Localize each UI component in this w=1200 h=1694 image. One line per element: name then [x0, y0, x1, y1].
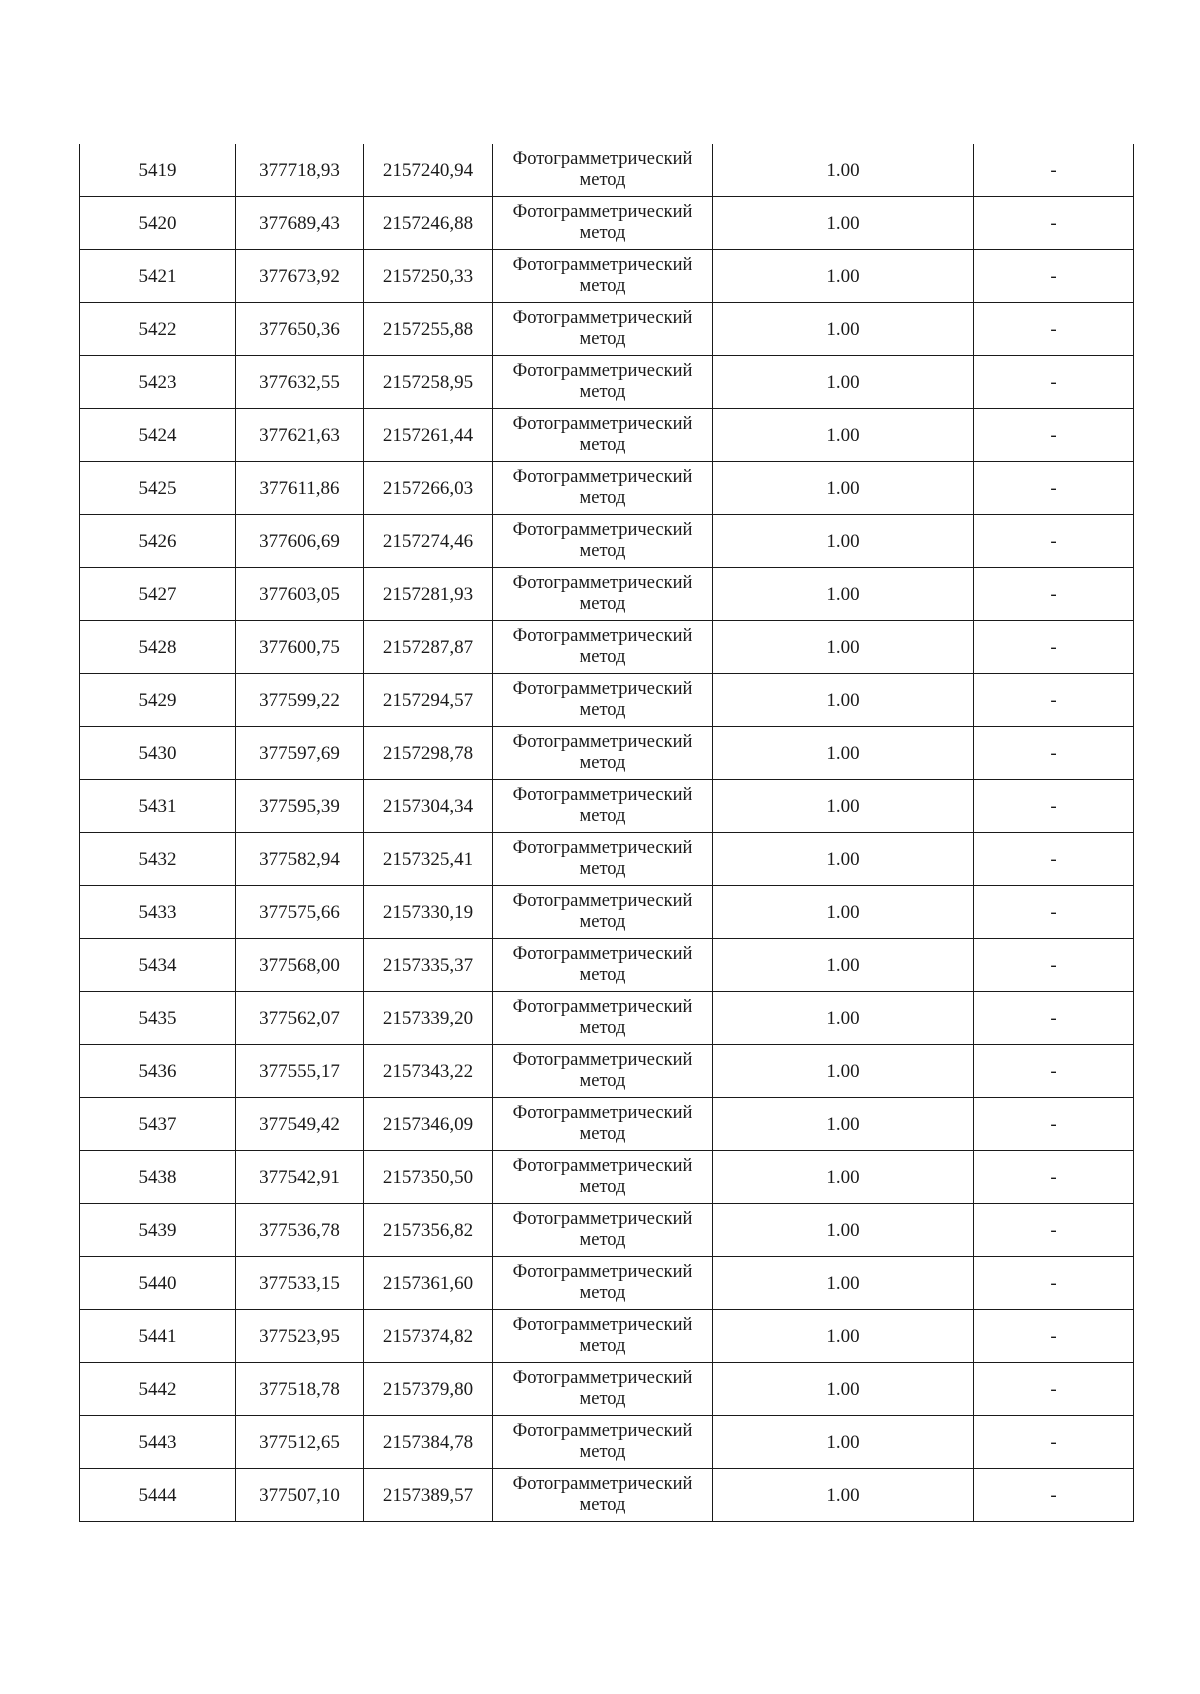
- coordinate-y-cell: 2157339,20: [364, 992, 493, 1045]
- method-line-2: метод: [579, 1071, 626, 1091]
- coordinate-y-cell: 2157258,95: [364, 356, 493, 409]
- method-cell: [493, 621, 713, 674]
- table-row: [80, 992, 1134, 1045]
- method-line-1: Фотограмметрический: [512, 1103, 693, 1123]
- method-line-2: метод: [579, 912, 626, 932]
- method-cell: [493, 833, 713, 886]
- accuracy-cell: 1.00: [713, 250, 974, 303]
- method-cell: [493, 1098, 713, 1151]
- note-cell: -: [974, 621, 1134, 674]
- point-number-cell: 5438: [80, 1151, 236, 1204]
- coordinate-x-cell: 377689,43: [236, 197, 364, 250]
- coordinate-y-cell: 2157261,44: [364, 409, 493, 462]
- method-line-1: Фотограмметрический: [512, 1368, 693, 1388]
- accuracy-cell: 1.00: [713, 621, 974, 674]
- point-number-cell: 5431: [80, 780, 236, 833]
- point-number-cell: 5433: [80, 886, 236, 939]
- method-line-1: Фотограмметрический: [512, 149, 693, 169]
- method-line-2: метод: [579, 1230, 626, 1250]
- coordinate-y-cell: 2157325,41: [364, 833, 493, 886]
- point-number-cell: 5420: [80, 197, 236, 250]
- table-row: [80, 674, 1134, 727]
- table-row: [80, 1098, 1134, 1151]
- table-row: [80, 621, 1134, 674]
- point-number-cell: 5432: [80, 833, 236, 886]
- table-row: [80, 1469, 1134, 1522]
- accuracy-cell: 1.00: [713, 1310, 974, 1363]
- coordinate-x-cell: 377549,42: [236, 1098, 364, 1151]
- method-cell: [493, 1310, 713, 1363]
- accuracy-cell: 1.00: [713, 1045, 974, 1098]
- note-cell: -: [974, 992, 1134, 1045]
- accuracy-cell: 1.00: [713, 568, 974, 621]
- coordinate-x-cell: 377603,05: [236, 568, 364, 621]
- table-row: [80, 833, 1134, 886]
- accuracy-cell: 1.00: [713, 1098, 974, 1151]
- table-row: [80, 515, 1134, 568]
- point-number-cell: 5439: [80, 1204, 236, 1257]
- table-row: [80, 197, 1134, 250]
- method-line-2: метод: [579, 329, 626, 349]
- method-line-1: Фотограмметрический: [512, 626, 693, 646]
- method-line-2: метод: [579, 1389, 626, 1409]
- coordinate-x-cell: 377562,07: [236, 992, 364, 1045]
- coordinate-y-cell: 2157350,50: [364, 1151, 493, 1204]
- method-line-1: Фотограмметрический: [512, 679, 693, 699]
- coordinate-y-cell: 2157250,33: [364, 250, 493, 303]
- method-cell: [493, 939, 713, 992]
- coordinate-y-cell: 2157281,93: [364, 568, 493, 621]
- coordinate-x-cell: 377595,39: [236, 780, 364, 833]
- method-cell: [493, 409, 713, 462]
- point-number-cell: 5430: [80, 727, 236, 780]
- method-cell: [493, 515, 713, 568]
- table-row: [80, 250, 1134, 303]
- note-cell: -: [974, 303, 1134, 356]
- note-cell: -: [974, 1469, 1134, 1522]
- method-line-1: Фотограмметрический: [512, 467, 693, 487]
- accuracy-cell: 1.00: [713, 727, 974, 780]
- point-number-cell: 5435: [80, 992, 236, 1045]
- coordinate-x-cell: 377518,78: [236, 1363, 364, 1416]
- table-row: [80, 939, 1134, 992]
- note-cell: -: [974, 144, 1134, 197]
- coordinate-x-cell: 377568,00: [236, 939, 364, 992]
- coordinate-y-cell: 2157361,60: [364, 1257, 493, 1310]
- coordinates-table: [79, 144, 1134, 1522]
- method-line-2: метод: [579, 753, 626, 773]
- coordinate-y-cell: 2157384,78: [364, 1416, 493, 1469]
- coordinate-y-cell: 2157389,57: [364, 1469, 493, 1522]
- note-cell: -: [974, 886, 1134, 939]
- method-line-1: Фотограмметрический: [512, 308, 693, 328]
- coordinate-x-cell: 377632,55: [236, 356, 364, 409]
- note-cell: -: [974, 1416, 1134, 1469]
- table-row: [80, 462, 1134, 515]
- method-line-1: Фотограмметрический: [512, 1315, 693, 1335]
- note-cell: -: [974, 1310, 1134, 1363]
- note-cell: -: [974, 356, 1134, 409]
- point-number-cell: 5443: [80, 1416, 236, 1469]
- accuracy-cell: 1.00: [713, 780, 974, 833]
- accuracy-cell: 1.00: [713, 833, 974, 886]
- coordinate-y-cell: 2157274,46: [364, 515, 493, 568]
- method-cell: [493, 250, 713, 303]
- method-line-2: метод: [579, 541, 626, 561]
- coordinate-x-cell: 377533,15: [236, 1257, 364, 1310]
- accuracy-cell: 1.00: [713, 1151, 974, 1204]
- accuracy-cell: 1.00: [713, 144, 974, 197]
- accuracy-cell: 1.00: [713, 1469, 974, 1522]
- point-number-cell: 5426: [80, 515, 236, 568]
- method-cell: [493, 462, 713, 515]
- coordinate-x-cell: 377650,36: [236, 303, 364, 356]
- method-line-2: метод: [579, 1283, 626, 1303]
- method-line-2: метод: [579, 276, 626, 296]
- point-number-cell: 5424: [80, 409, 236, 462]
- accuracy-cell: 1.00: [713, 1257, 974, 1310]
- point-number-cell: 5437: [80, 1098, 236, 1151]
- table-row: [80, 144, 1134, 197]
- method-line-1: Фотограмметрический: [512, 1474, 693, 1494]
- coordinate-y-cell: 2157346,09: [364, 1098, 493, 1151]
- coordinate-y-cell: 2157294,57: [364, 674, 493, 727]
- method-line-2: метод: [579, 647, 626, 667]
- method-cell: [493, 1469, 713, 1522]
- method-line-2: метод: [579, 382, 626, 402]
- method-cell: [493, 674, 713, 727]
- point-number-cell: 5419: [80, 144, 236, 197]
- point-number-cell: 5429: [80, 674, 236, 727]
- method-cell: [493, 886, 713, 939]
- note-cell: -: [974, 1098, 1134, 1151]
- coordinates-table-body: [80, 144, 1134, 1522]
- coordinate-y-cell: 2157343,22: [364, 1045, 493, 1098]
- accuracy-cell: 1.00: [713, 992, 974, 1045]
- note-cell: -: [974, 197, 1134, 250]
- note-cell: -: [974, 1257, 1134, 1310]
- point-number-cell: 5434: [80, 939, 236, 992]
- note-cell: -: [974, 1204, 1134, 1257]
- point-number-cell: 5442: [80, 1363, 236, 1416]
- point-number-cell: 5421: [80, 250, 236, 303]
- method-line-1: Фотограмметрический: [512, 944, 693, 964]
- point-number-cell: 5436: [80, 1045, 236, 1098]
- method-line-1: Фотограмметрический: [512, 891, 693, 911]
- point-number-cell: 5427: [80, 568, 236, 621]
- point-number-cell: 5441: [80, 1310, 236, 1363]
- point-number-cell: 5428: [80, 621, 236, 674]
- table-row: [80, 1363, 1134, 1416]
- method-line-2: метод: [579, 170, 626, 190]
- method-cell: [493, 727, 713, 780]
- coordinate-x-cell: 377507,10: [236, 1469, 364, 1522]
- accuracy-cell: 1.00: [713, 197, 974, 250]
- method-cell: [493, 1363, 713, 1416]
- coordinate-x-cell: 377599,22: [236, 674, 364, 727]
- accuracy-cell: 1.00: [713, 303, 974, 356]
- method-line-1: Фотограмметрический: [512, 255, 693, 275]
- point-number-cell: 5425: [80, 462, 236, 515]
- method-line-2: метод: [579, 488, 626, 508]
- method-line-2: метод: [579, 859, 626, 879]
- table-row: [80, 303, 1134, 356]
- table-row: [80, 886, 1134, 939]
- method-line-1: Фотограмметрический: [512, 573, 693, 593]
- method-cell: [493, 303, 713, 356]
- method-cell: [493, 197, 713, 250]
- accuracy-cell: 1.00: [713, 1204, 974, 1257]
- coordinate-y-cell: 2157379,80: [364, 1363, 493, 1416]
- method-cell: [493, 992, 713, 1045]
- method-line-1: Фотограмметрический: [512, 1262, 693, 1282]
- method-cell: [493, 1151, 713, 1204]
- point-number-cell: 5444: [80, 1469, 236, 1522]
- coordinate-x-cell: 377600,75: [236, 621, 364, 674]
- coordinate-x-cell: 377597,69: [236, 727, 364, 780]
- table-row: [80, 1257, 1134, 1310]
- method-line-1: Фотограмметрический: [512, 838, 693, 858]
- method-line-2: метод: [579, 1336, 626, 1356]
- note-cell: -: [974, 250, 1134, 303]
- method-line-1: Фотограмметрический: [512, 1209, 693, 1229]
- accuracy-cell: 1.00: [713, 356, 974, 409]
- note-cell: -: [974, 674, 1134, 727]
- accuracy-cell: 1.00: [713, 409, 974, 462]
- coordinate-x-cell: 377512,65: [236, 1416, 364, 1469]
- method-line-2: метод: [579, 1442, 626, 1462]
- method-line-2: метод: [579, 223, 626, 243]
- coordinate-y-cell: 2157266,03: [364, 462, 493, 515]
- note-cell: -: [974, 780, 1134, 833]
- method-cell: [493, 356, 713, 409]
- table-row: [80, 1416, 1134, 1469]
- coordinate-x-cell: 377718,93: [236, 144, 364, 197]
- coordinate-x-cell: 377536,78: [236, 1204, 364, 1257]
- method-line-1: Фотограмметрический: [512, 202, 693, 222]
- method-cell: [493, 568, 713, 621]
- accuracy-cell: 1.00: [713, 939, 974, 992]
- note-cell: -: [974, 1045, 1134, 1098]
- coordinate-y-cell: 2157287,87: [364, 621, 493, 674]
- method-line-2: метод: [579, 1124, 626, 1144]
- accuracy-cell: 1.00: [713, 462, 974, 515]
- coordinate-x-cell: 377542,91: [236, 1151, 364, 1204]
- method-line-1: Фотограмметрический: [512, 732, 693, 752]
- method-line-1: Фотограмметрический: [512, 361, 693, 381]
- table-row: [80, 1045, 1134, 1098]
- note-cell: -: [974, 568, 1134, 621]
- note-cell: -: [974, 833, 1134, 886]
- coordinate-x-cell: 377611,86: [236, 462, 364, 515]
- coordinate-y-cell: 2157304,34: [364, 780, 493, 833]
- table-row: [80, 780, 1134, 833]
- method-cell: [493, 780, 713, 833]
- coordinate-x-cell: 377523,95: [236, 1310, 364, 1363]
- method-line-2: метод: [579, 700, 626, 720]
- coordinate-y-cell: 2157330,19: [364, 886, 493, 939]
- note-cell: -: [974, 727, 1134, 780]
- note-cell: -: [974, 1363, 1134, 1416]
- accuracy-cell: 1.00: [713, 515, 974, 568]
- coordinate-x-cell: 377621,63: [236, 409, 364, 462]
- point-number-cell: 5423: [80, 356, 236, 409]
- coordinate-y-cell: 2157335,37: [364, 939, 493, 992]
- coordinate-y-cell: 2157298,78: [364, 727, 493, 780]
- method-line-1: Фотограмметрический: [512, 1050, 693, 1070]
- table-row: [80, 1310, 1134, 1363]
- accuracy-cell: 1.00: [713, 1416, 974, 1469]
- method-line-1: Фотограмметрический: [512, 785, 693, 805]
- accuracy-cell: 1.00: [713, 674, 974, 727]
- method-line-1: Фотограмметрический: [512, 520, 693, 540]
- method-line-1: Фотограмметрический: [512, 414, 693, 434]
- coordinate-y-cell: 2157240,94: [364, 144, 493, 197]
- coordinate-x-cell: 377575,66: [236, 886, 364, 939]
- table-row: [80, 409, 1134, 462]
- method-cell: [493, 1257, 713, 1310]
- table-row: [80, 727, 1134, 780]
- coordinate-y-cell: 2157356,82: [364, 1204, 493, 1257]
- note-cell: -: [974, 462, 1134, 515]
- method-line-2: метод: [579, 435, 626, 455]
- method-cell: [493, 1416, 713, 1469]
- coordinate-x-cell: 377673,92: [236, 250, 364, 303]
- coordinate-y-cell: 2157246,88: [364, 197, 493, 250]
- method-line-2: метод: [579, 806, 626, 826]
- coordinate-x-cell: 377582,94: [236, 833, 364, 886]
- coordinate-x-cell: 377555,17: [236, 1045, 364, 1098]
- method-line-2: метод: [579, 1177, 626, 1197]
- note-cell: -: [974, 515, 1134, 568]
- point-number-cell: 5440: [80, 1257, 236, 1310]
- table-row: [80, 1204, 1134, 1257]
- table-row: [80, 568, 1134, 621]
- note-cell: -: [974, 409, 1134, 462]
- coordinate-y-cell: 2157374,82: [364, 1310, 493, 1363]
- table-row: [80, 356, 1134, 409]
- method-line-2: метод: [579, 594, 626, 614]
- method-line-2: метод: [579, 965, 626, 985]
- note-cell: -: [974, 939, 1134, 992]
- method-line-1: Фотограмметрический: [512, 997, 693, 1017]
- method-line-1: Фотограмметрический: [512, 1156, 693, 1176]
- coordinate-x-cell: 377606,69: [236, 515, 364, 568]
- method-cell: [493, 1204, 713, 1257]
- method-cell: [493, 1045, 713, 1098]
- accuracy-cell: 1.00: [713, 1363, 974, 1416]
- note-cell: -: [974, 1151, 1134, 1204]
- point-number-cell: 5422: [80, 303, 236, 356]
- method-line-1: Фотограмметрический: [512, 1421, 693, 1441]
- method-cell: [493, 144, 713, 197]
- table-row: [80, 1151, 1134, 1204]
- method-line-2: метод: [579, 1495, 626, 1515]
- accuracy-cell: 1.00: [713, 886, 974, 939]
- method-line-2: метод: [579, 1018, 626, 1038]
- coordinate-y-cell: 2157255,88: [364, 303, 493, 356]
